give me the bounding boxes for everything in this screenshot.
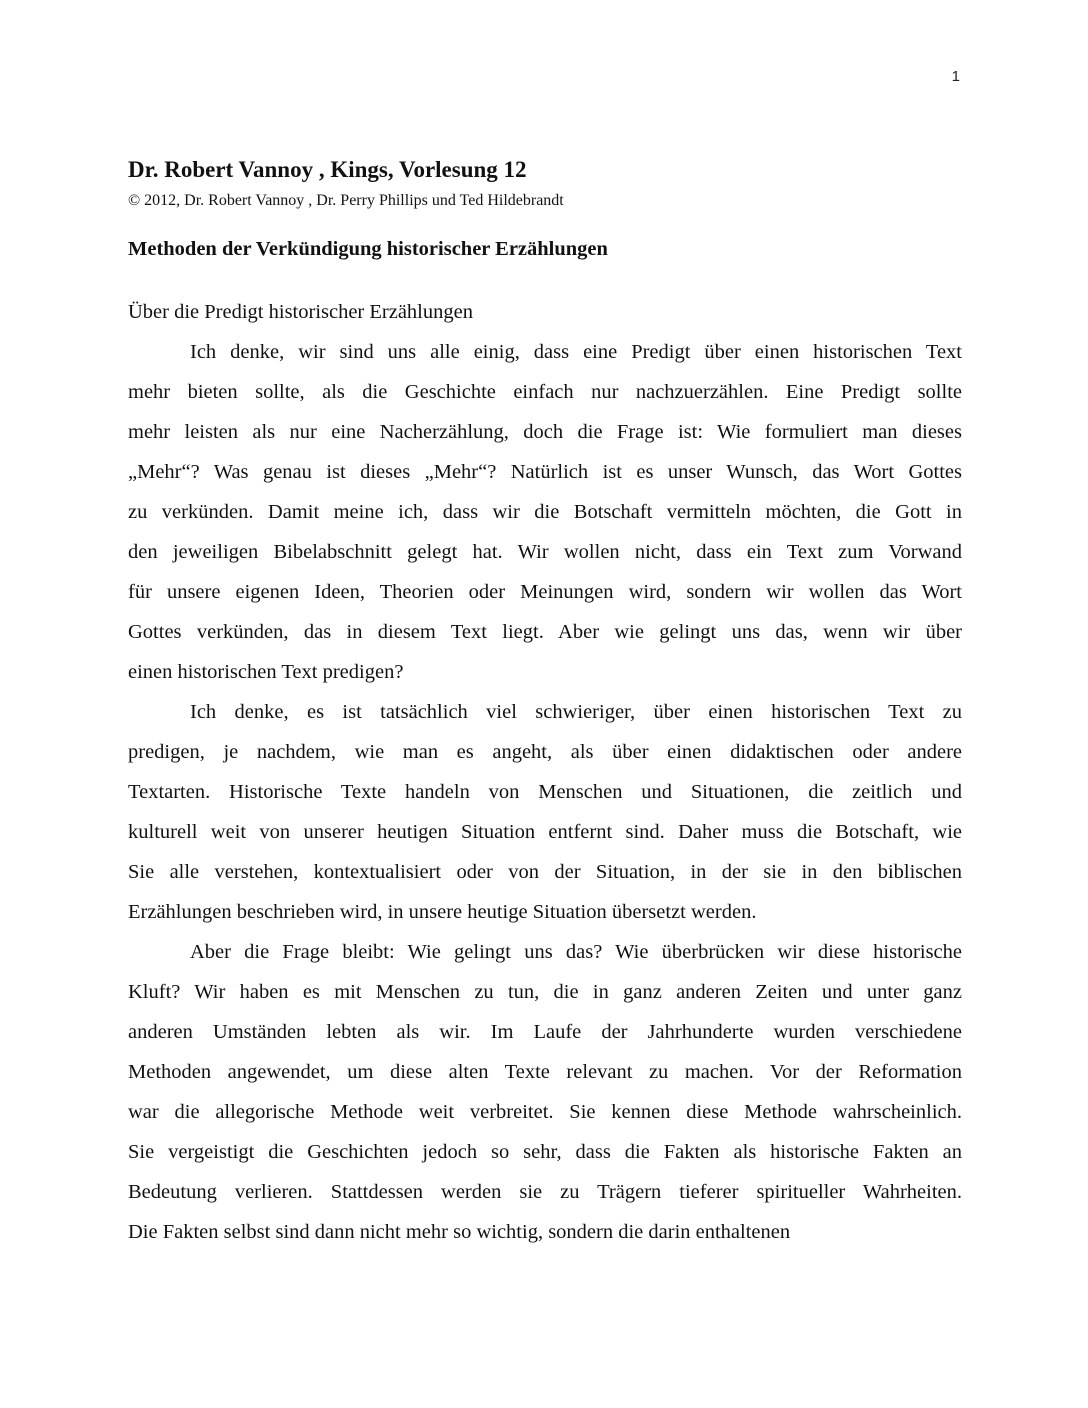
paragraph-2 xyxy=(128,692,962,932)
text-line: Sie alle verstehen, kontextualisiert oder von der Situation, in der sie in den biblischen xyxy=(128,861,962,883)
text-line: den jeweiligen Bibelabschnitt gelegt hat. Wir wollen nicht, dass ein Text zum Vorwand xyxy=(128,541,962,563)
copyright-line: © 2012, Dr. Robert Vannoy , Dr. Perry Phillips und Ted Hildebrandt xyxy=(128,192,564,209)
subheading: Über die Predigt historischer Erzählungen xyxy=(128,301,473,323)
document-title: Dr. Robert Vannoy , Kings, Vorlesung 12 xyxy=(128,157,527,182)
text-line: Sie vergeistigt die Geschichten jedoch so sehr, dass die Fakten als historische Fakten an xyxy=(128,1141,962,1163)
text-line: Textarten. Historische Texte handeln von Menschen und Situationen, die zeitlich und xyxy=(128,781,962,803)
text-line: Aber die Frage bleibt: Wie gelingt uns das? Wie überbrücken wir diese historische xyxy=(190,941,962,963)
text-line: Die Fakten selbst sind dann nicht mehr so wichtig, sondern die darin enthaltenen xyxy=(128,1221,791,1243)
text-line: Ich denke, wir sind uns alle einig, dass eine Predigt über einen historischen Text xyxy=(190,341,962,363)
document-body xyxy=(128,154,962,1252)
text-line: Erzählungen beschrieben wird, in unsere heutige Situation übersetzt werden. xyxy=(128,901,757,923)
text-line: Gottes verkünden, das in diesem Text liegt. Aber wie gelingt uns das, wenn wir über xyxy=(128,621,962,643)
text-line: Methoden angewendet, um diese alten Texte relevant zu machen. Vor der Reformation xyxy=(128,1061,962,1083)
text-line: anderen Umständen lebten als wir. Im Laufe der Jahrhunderte wurden verschiedene xyxy=(128,1021,962,1043)
text-line: Bedeutung verlieren. Stattdessen werden sie zu Trägern tieferer spiritueller Wahrheiten. xyxy=(128,1181,962,1203)
section-heading: Methoden der Verkündigung historischer Erzählungen xyxy=(128,238,608,260)
text-line: „Mehr“? Was genau ist dieses „Mehr“? Natürlich ist es unser Wunsch, das Wort Gottes xyxy=(128,461,962,483)
paragraph-3 xyxy=(128,932,962,1252)
text-line: war die allegorische Methode weit verbreitet. Sie kennen diese Methode wahrscheinlich. xyxy=(128,1101,962,1123)
text-line: mehr leisten als nur eine Nacherzählung, doch die Frage ist: Wie formuliert man dieses xyxy=(128,421,962,443)
text-line: Kluft? Wir haben es mit Menschen zu tun, die in ganz anderen Zeiten und unter ganz xyxy=(128,981,962,1003)
text-line: mehr bieten sollte, als die Geschichte einfach nur nachzuerzählen. Eine Predigt sollte xyxy=(128,381,962,403)
text-line: einen historischen Text predigen? xyxy=(128,661,404,683)
text-line: Ich denke, es ist tatsächlich viel schwieriger, über einen historischen Text zu xyxy=(190,701,962,723)
text-line: predigen, je nachdem, wie man es angeht, als über einen didaktischen oder andere xyxy=(128,741,962,763)
paragraph-1 xyxy=(128,332,962,692)
text-line: zu verkünden. Damit meine ich, dass wir die Botschaft vermitteln möchten, die Gott in xyxy=(128,501,962,523)
text-line: für unsere eigenen Ideen, Theorien oder Meinungen wird, sondern wir wollen das Wort xyxy=(128,581,962,603)
text-line: kulturell weit von unserer heutigen Situation entfernt sind. Daher muss die Botschaft, wie xyxy=(128,821,962,843)
page-number: 1 xyxy=(951,68,960,85)
